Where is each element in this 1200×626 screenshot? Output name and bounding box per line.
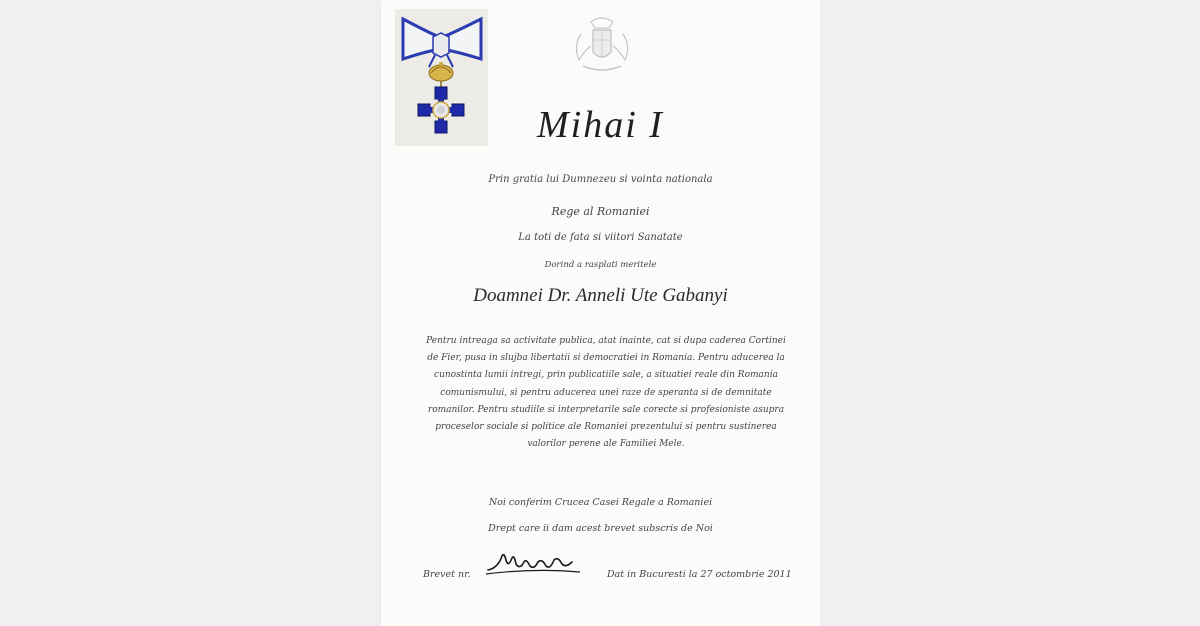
certificate-document xyxy=(381,0,820,626)
royal-signature xyxy=(484,548,584,578)
coat-of-arms-icon xyxy=(569,16,635,78)
coat-of-arms xyxy=(569,16,635,78)
brevet-number-label: Brevet nr. xyxy=(423,569,471,580)
conferral-line: Noi conferim Crucea Casei Regale a Romaniei xyxy=(488,497,713,508)
date-place: Dat in Bucuresti la 27 octombrie 2011 xyxy=(607,569,792,580)
citation-text: Pentru intreaga sa activitate publica, atat inainte, cat si dupa caderea Cortinei de Fier, pusa in slujba libertatii si democratiei in Romania. Pentru aducerea la cunostinta lumii intregi, prin publicatiile sale, a situatiei reale din Romania comunismului, si pentru aducerea unei raze de speranta si de demnitate romanilor. Pentru studiile si interpretarile sale corecte si profesioniste asupra proceselor sociale si politice ale Romaniei prezentului si pentru sustinerea valorilor perene ale Familiei Mele. xyxy=(426,336,786,450)
signature-icon xyxy=(484,548,584,578)
grace-line: Prin gratia lui Dumnezeu si vointa nationala xyxy=(488,174,713,185)
recipient-name: Doamnei Dr. Anneli Ute Gabanyi xyxy=(473,285,728,306)
greeting-line: La toti de fata si viitori Sanatate xyxy=(518,232,683,243)
title-line: Rege al Romaniei xyxy=(551,205,650,218)
monarch-name: Mihai I xyxy=(537,104,664,146)
intent-line: Dorind a rasplati meritele xyxy=(544,260,657,270)
attestation-line: Drept care ii dam acest brevet subscris de Noi xyxy=(488,523,713,534)
